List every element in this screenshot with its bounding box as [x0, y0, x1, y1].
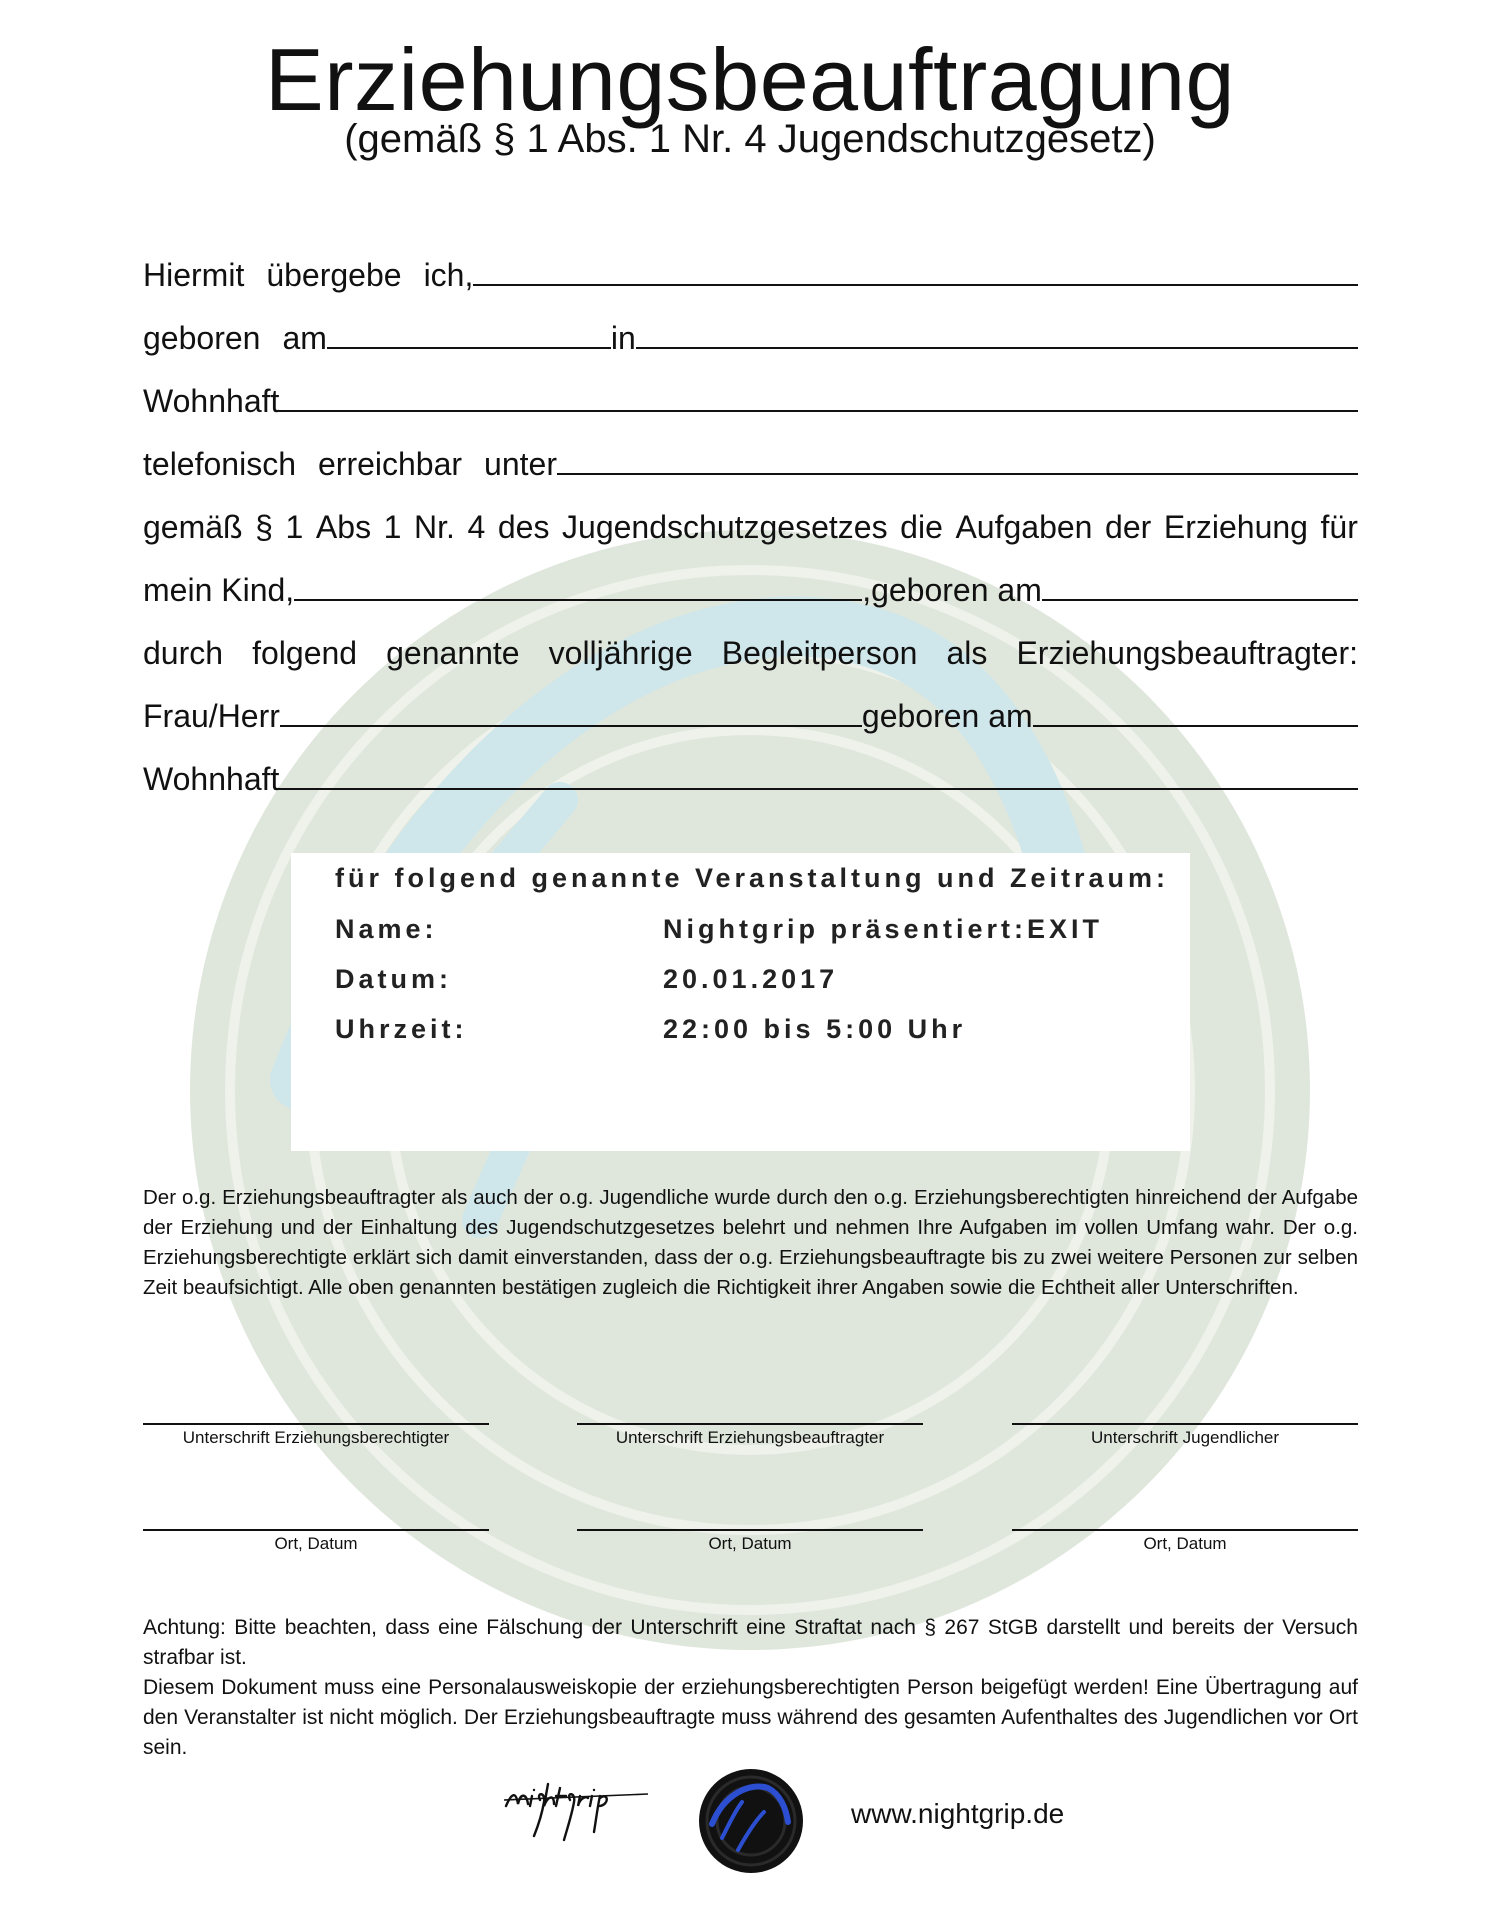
signature-delegate[interactable]: Unterschrift Erziehungsbeauftragter [577, 1423, 923, 1451]
declaration-text: Der o.g. Erziehungsbeauftragter als auch der o.g. Jugendliche wurde durch den o.g. Erziehungsberechtigten hinreichend der Aufgabe der Erziehung und der Einhaltung des Jugendschutzgesetzes belehrt und nehmen Ihre Aufgaben im vollen Umfang wahr. Der o.g. Erziehungsberechtigte erklärt sich damit einverstanden, dass der o.g. Erziehungsbeauftragte bis zu zwei weitere Personen zur selben Zeit beaufsichtigt. Alle oben genannten bestätigen zugleich die Richtigkeit ihrer Angaben sowie die Echtheit aller Unterschriften. [143, 1186, 1358, 1299]
form-word: 1 [285, 509, 304, 545]
child-name-field[interactable] [294, 575, 862, 601]
forgery-warning: Achtung: Bitte beachten, dass eine Fälschung der Unterschrift eine Straftat nach § 267 StGB darstellt und bereits der Versuch strafbar ist. [143, 1616, 1358, 1669]
child-birthdate-field[interactable] [1042, 575, 1358, 601]
form-word: Jugendschutzgesetzes [562, 509, 888, 545]
form-label: ich, [423, 257, 474, 293]
form-word: als [946, 635, 988, 671]
form-label: ,geboren am [862, 572, 1042, 608]
form-word: folgend [252, 635, 358, 671]
form-word: Erziehungsbeauftragter: [1016, 635, 1358, 671]
companion-address-field[interactable] [279, 764, 1358, 790]
form-label: erreichbar [317, 446, 463, 482]
form-label: in [610, 320, 636, 356]
event-time-value: 22:00 bis 5:00 Uhr [663, 1014, 967, 1044]
form-line-legal [143, 484, 1358, 547]
form-label: mein Kind, [143, 572, 295, 608]
event-name-label: Name: [335, 914, 438, 944]
form-label: unter [484, 446, 557, 482]
form-word: Nr. [414, 509, 455, 545]
form-line-companion [143, 673, 1358, 736]
form-word: genannte [386, 635, 520, 671]
document-title: Erziehungsbeauftragung [265, 30, 1235, 129]
place-date-minor[interactable]: Ort, Datum [1012, 1529, 1358, 1557]
event-date-label: Datum: [335, 964, 452, 994]
notes-section [143, 1613, 1358, 1763]
form-word: Abs [315, 509, 372, 545]
signature-minor[interactable]: Unterschrift Jugendlicher [1012, 1423, 1358, 1451]
form-word: gemäß [143, 509, 243, 545]
delegation-form [143, 232, 1358, 799]
form-line-address [143, 358, 1358, 421]
form-word: Erziehung [1163, 509, 1308, 545]
form-word: Begleitperson [721, 635, 918, 671]
form-word: Aufgaben [955, 509, 1093, 545]
form-line-phone [143, 421, 1358, 484]
id-requirement: Diesem Dokument muss eine Personalausweiskopie der erziehungsberechtigten Person beigefügt werden! Eine Übertragung auf den Veranstalter ist nicht möglich. Der Erziehungsbeauftragte muss während des gesamten Aufenthaltes des Jugendlichen vor Ort sein. [143, 1676, 1358, 1759]
place-date-delegate[interactable]: Ort, Datum [577, 1529, 923, 1557]
event-details-box [291, 853, 1190, 1151]
form-label: Frau/Herr [143, 698, 280, 734]
guardian-name-field[interactable] [473, 260, 1358, 286]
form-label: geboren am [861, 698, 1033, 734]
form-word: durch [143, 635, 224, 671]
form-line-name [143, 232, 1358, 295]
event-name-value: Nightgrip präsentiert:EXIT [663, 914, 1104, 944]
document-subtitle: (gemäß § 1 Abs. 1 Nr. 4 Jugendschutzgesetz) [344, 117, 1156, 161]
form-word: volljährige [548, 635, 693, 671]
form-line-child [143, 547, 1358, 610]
form-word: des [497, 509, 550, 545]
form-label: Wohnhaft [143, 383, 280, 419]
form-line-companion-intro [143, 610, 1358, 673]
guardian-phone-field[interactable] [557, 449, 1358, 475]
website-link[interactable]: www.nightgrip.de [851, 1798, 1065, 1829]
form-label: übergebe [266, 257, 402, 293]
form-label: Hiermit [143, 257, 245, 293]
form-word: 4 [467, 509, 486, 545]
event-date-value: 20.01.2017 [663, 964, 839, 994]
guardian-birthdate-field[interactable] [327, 323, 611, 349]
nightgrip-signature-logo [500, 1770, 650, 1850]
signature-guardian[interactable]: Unterschrift Erziehungsberechtigter [143, 1423, 489, 1451]
guardian-birthplace-field[interactable] [636, 323, 1358, 349]
companion-birthdate-field[interactable] [1033, 701, 1358, 727]
form-label: telefonisch [143, 446, 296, 482]
place-date-guardian[interactable]: Ort, Datum [143, 1529, 489, 1557]
event-time-label: Uhrzeit: [335, 1014, 468, 1044]
nightgrip-disc-logo [698, 1768, 804, 1874]
form-word: die [900, 509, 943, 545]
guardian-address-field[interactable] [279, 386, 1358, 412]
companion-name-field[interactable] [280, 701, 862, 727]
form-word: der [1105, 509, 1152, 545]
form-word: 1 [383, 509, 402, 545]
form-line-birth [143, 295, 1358, 358]
form-label: geboren [143, 320, 261, 356]
form-word: § [255, 509, 273, 545]
event-heading: für folgend genannte Veranstaltung und Zeitraum: [335, 863, 1170, 893]
form-label: am [282, 320, 327, 356]
form-label: Wohnhaft [143, 761, 280, 797]
form-line-companion-address [143, 736, 1358, 799]
form-word: für [1320, 509, 1358, 545]
